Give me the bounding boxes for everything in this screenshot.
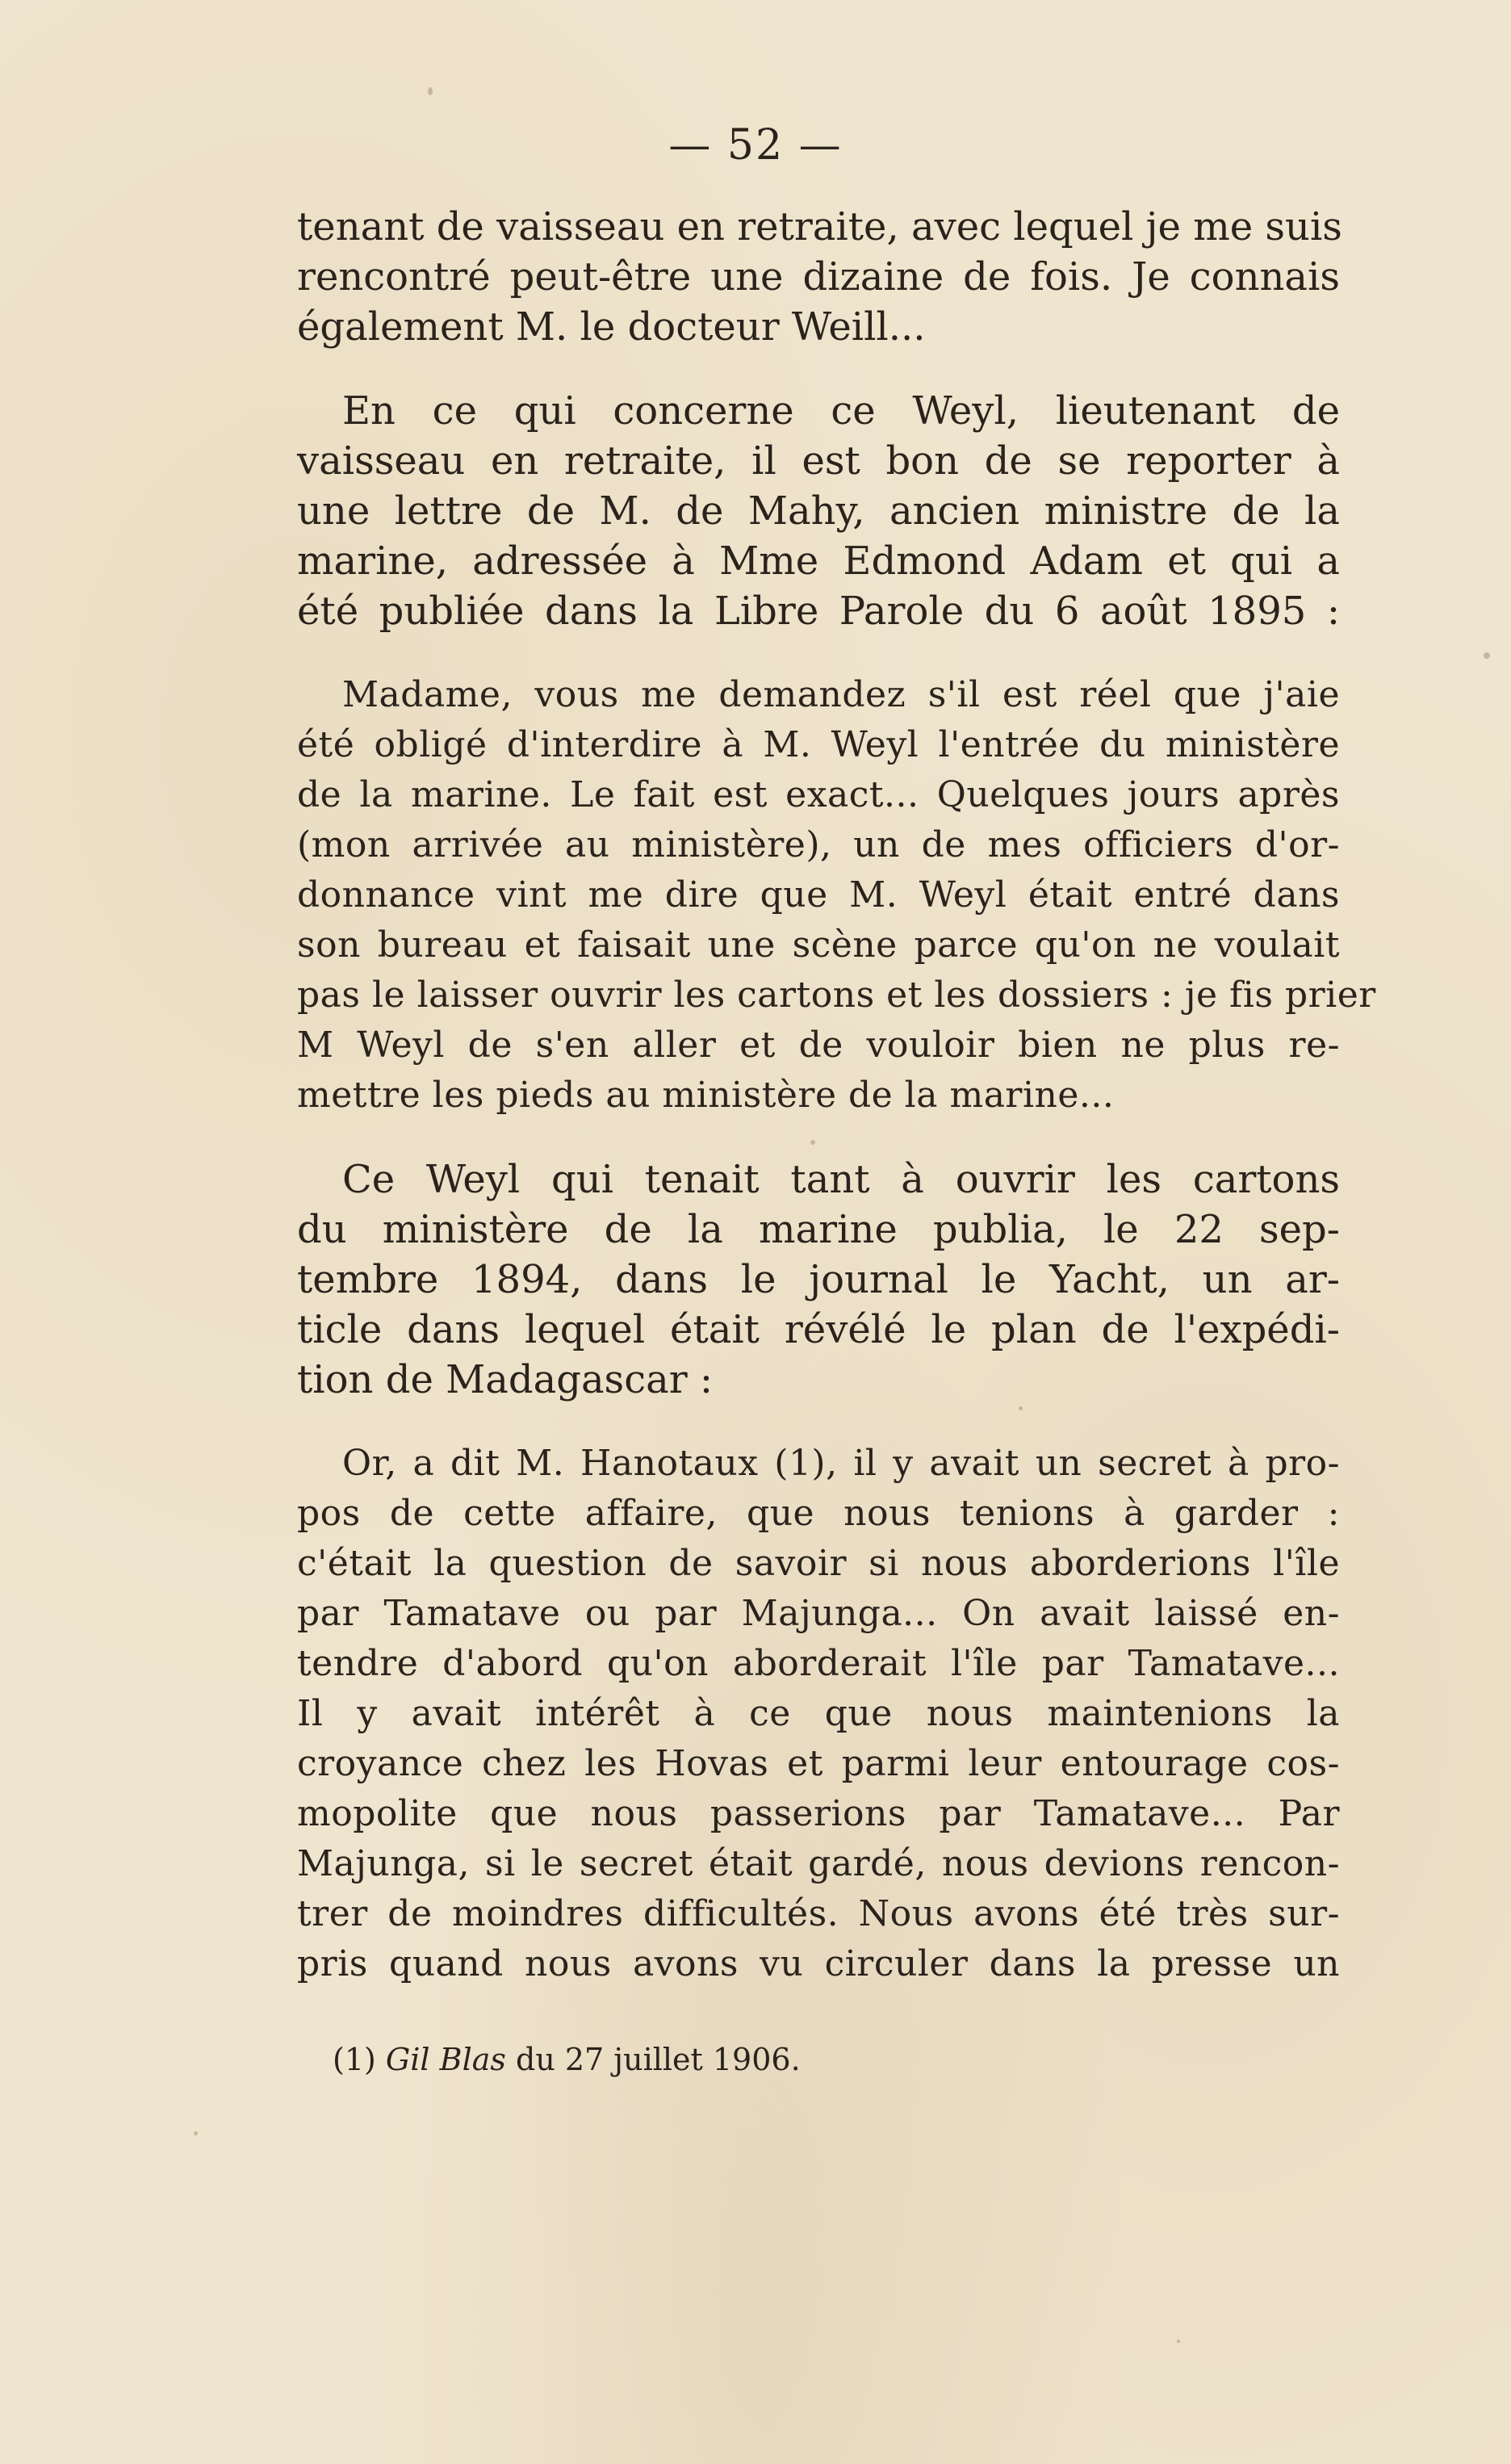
text-line: donnance vint me dire que M. Weyl était entré dans	[297, 874, 1340, 916]
paragraph-5-quotation	[297, 1439, 1340, 1989]
text-line: Majunga, si le secret était gardé, nous devions rencon-	[297, 1843, 1340, 1884]
text-line: tion de Madagascar :	[297, 1357, 714, 1402]
text-line: vaisseau en retraite, il est bon de se reporter à	[297, 438, 1340, 484]
page-number: — 52 —	[668, 121, 843, 170]
text-line: marine, adressée à Mme Edmond Adam et qui a	[297, 538, 1340, 584]
text-line: été obligé d'interdire à M. Weyl l'entrée du ministère	[297, 724, 1340, 765]
text-line: du ministère de la marine publia, le 22 sep-	[297, 1207, 1340, 1252]
text-line: rencontré peut-être une dizaine de fois. Je connais	[297, 254, 1340, 300]
text-line: de la marine. Le fait est exact... Quelques jours après	[297, 774, 1340, 815]
paragraph-2	[297, 386, 1340, 636]
paragraph-4	[297, 1154, 1340, 1405]
text-line: mopolite que nous passerions par Tamatave... Par	[297, 1793, 1340, 1834]
text-line: tenant de vaisseau en retraite, avec lequel je me suis	[297, 204, 1342, 249]
text-line: Madame, vous me demandez s'il est réel que j'aie	[342, 674, 1340, 715]
text-line: M Weyl de s'en aller et de vouloir bien ne plus re-	[297, 1025, 1340, 1066]
text-line: été publiée dans la Libre Parole du 6 août 1895 :	[297, 589, 1340, 634]
footnote-marker: (1)	[333, 2042, 376, 2077]
text-line: Il y avait intérêt à ce que nous maintenions la	[297, 1693, 1340, 1734]
text-line: Ce Weyl qui tenait tant à ouvrir les cartons	[342, 1157, 1340, 1202]
text-line: pas le laisser ouvrir les cartons et les dossiers : je fis prier	[297, 974, 1376, 1016]
text-line: tendre d'abord qu'on aborderait l'île par Tamatave...	[297, 1643, 1340, 1684]
text-line: son bureau et faisait une scène parce qu'on ne voulait	[297, 924, 1340, 966]
text-line: pris quand nous avons vu circuler dans la presse un	[297, 1943, 1340, 1984]
text-line: ticle dans lequel était révélé le plan de l'expédi-	[297, 1307, 1340, 1352]
footnote	[333, 2039, 801, 2080]
text-line: mettre les pieds au ministère de la marine...	[297, 1075, 1115, 1116]
text-line: croyance chez les Hovas et parmi leur entourage cos-	[297, 1743, 1340, 1784]
footnote-text: du 27 juillet 1906.	[516, 2042, 801, 2077]
text-line: tembre 1894, dans le journal le Yacht, un ar-	[297, 1257, 1340, 1302]
paragraph-1	[297, 202, 1340, 352]
body-text	[297, 202, 1376, 1989]
paragraph-3-quotation	[297, 670, 1376, 1121]
footnote-source: Gil Blas	[385, 2042, 506, 2077]
text-line: une lettre de M. de Mahy, ancien ministre de la	[297, 488, 1340, 534]
text-line: Or, a dit M. Hanotaux (1), il y avait un secret à pro-	[342, 1443, 1340, 1484]
text-line: par Tamatave ou par Majunga... On avait laissé en-	[297, 1593, 1340, 1634]
text-line: pos de cette affaire, que nous tenions à garder :	[297, 1493, 1340, 1534]
text-line: c'était la question de savoir si nous aborderions l'île	[297, 1543, 1340, 1584]
text-line: En ce qui concerne ce Weyl, lieutenant de	[342, 388, 1340, 434]
text-line: trer de moindres difficultés. Nous avons été très sur-	[297, 1893, 1340, 1934]
text-line: (mon arrivée au ministère), un de mes officiers d'or-	[297, 824, 1340, 865]
text-line: également M. le docteur Weill...	[297, 304, 926, 350]
